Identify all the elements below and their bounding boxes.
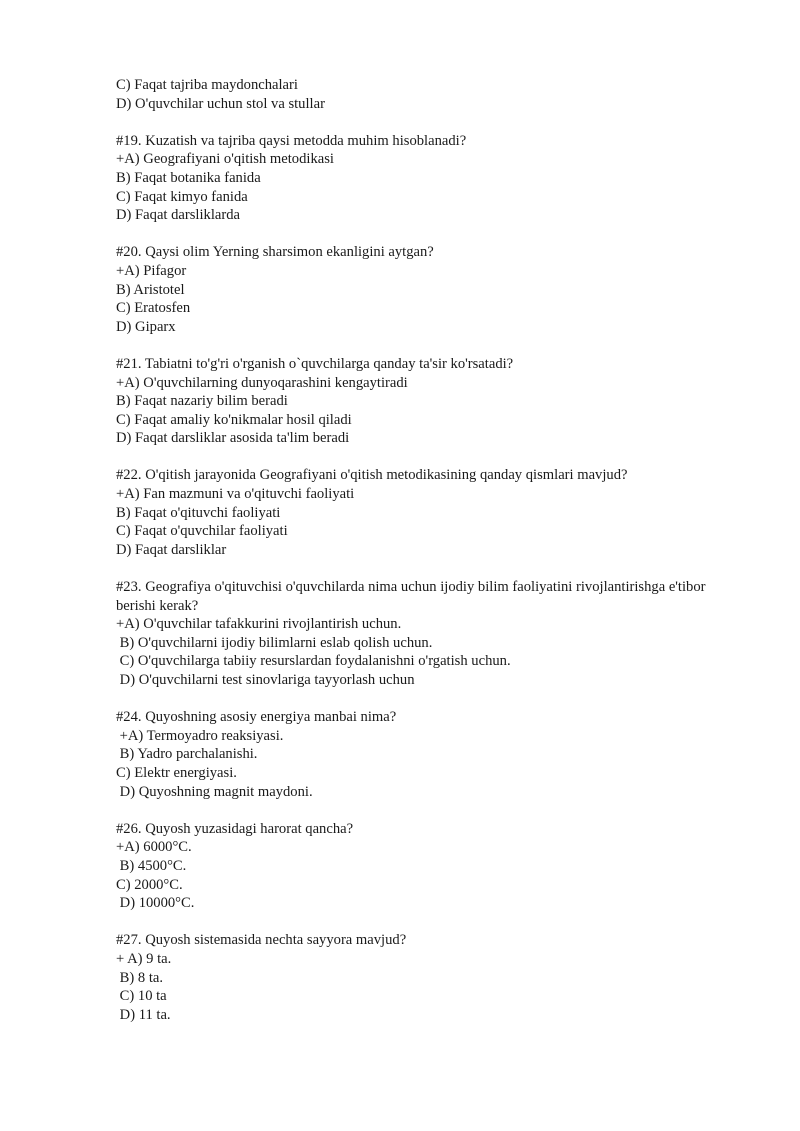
answer-option: B) Aristotel	[116, 281, 185, 298]
answer-option: D) O'quvchilarni test sinovlariga tayyorlash uchun	[116, 672, 415, 688]
answer-option: C) Elektr energiyasi.	[116, 764, 237, 781]
answer-option: C) 10 ta	[116, 988, 167, 1005]
question-block-24	[116, 708, 736, 801]
leading-options	[116, 76, 736, 113]
answer-option: D) O'quvchilar uchun stol va stullar	[116, 95, 325, 112]
answer-option: +A) Fan mazmuni va o'qituvchi faoliyati	[116, 486, 355, 503]
answer-option: B) Faqat botanika fanida	[116, 169, 261, 186]
answer-option: D) Faqat darsliklar	[116, 541, 227, 558]
answer-option: C) O'quvchilarga tabiiy resurslardan foydalanishni o'rgatish uchun.	[116, 653, 511, 670]
question-text: #22. O'qitish jarayonida Geografiyani o'qitish metodikasining qanday qismlari mavjud?	[116, 467, 628, 484]
answer-option: C) 2000°C.	[116, 876, 183, 893]
answer-option: B) Yadro parchalanishi.	[116, 746, 258, 763]
answer-option: D) 11 ta.	[116, 1006, 171, 1023]
answer-option: +A) Termoyadro reaksiyasi.	[116, 727, 284, 744]
answer-option: C) Faqat kimyo fanida	[116, 188, 248, 205]
answer-option: B) Faqat nazariy bilim beradi	[116, 393, 288, 410]
answer-option: +A) 6000°C.	[116, 839, 192, 856]
answer-option: D) Faqat darsliklar asosida ta'lim beradi	[116, 430, 350, 447]
answer-option: D) Faqat darsliklarda	[116, 207, 241, 224]
answer-option: B) Faqat o'qituvchi faoliyati	[116, 504, 281, 521]
answer-option: D) Giparx	[116, 318, 176, 335]
question-text: #21. Tabiatni to'g'ri o'rganish o`quvchilarga qanday ta'sir ko'rsatadi?	[116, 355, 514, 372]
question-text: #23. Geografiya o'qituvchisi o'quvchilarda nima uchun ijodiy bilim faoliyatini rivojlantirishga e'tibor berishi kerak?	[116, 579, 706, 614]
question-block-21	[116, 355, 736, 448]
answer-option: C) Faqat o'quvchilar faoliyati	[116, 523, 288, 540]
question-block-27	[116, 931, 736, 1024]
question-block-19	[116, 132, 736, 225]
question-text: #24. Quyoshning asosiy energiya manbai nima?	[116, 709, 397, 726]
answer-option: C) Faqat tajriba maydonchalari	[116, 77, 298, 93]
answer-option: B) 4500°C.	[116, 857, 187, 874]
question-block-22	[116, 466, 736, 559]
answer-option: + A) 9 ta.	[116, 950, 172, 967]
answer-option: B) 8 ta.	[116, 969, 164, 986]
question-text: #26. Quyosh yuzasidagi harorat qancha?	[116, 820, 354, 837]
answer-option: +A) Geografiyani o'qitish metodikasi	[116, 151, 334, 168]
document-content	[116, 76, 736, 1024]
answer-option: C) Faqat amaliy ko'nikmalar hosil qiladi	[116, 411, 352, 428]
answer-option: D) 10000°C.	[116, 895, 195, 912]
answer-option: +A) O'quvchilarning dunyoqarashini kengaytiradi	[116, 374, 408, 391]
answer-option: D) Quyoshning magnit maydoni.	[116, 783, 313, 800]
answer-option: +A) Pifagor	[116, 262, 187, 279]
question-block-20	[116, 243, 736, 336]
answer-option: B) O'quvchilarni ijodiy bilimlarni eslab qolish uchun.	[116, 634, 433, 651]
question-text: #27. Quyosh sistemasida nechta sayyora mavjud?	[116, 932, 407, 949]
answer-option: C) Eratosfen	[116, 300, 191, 317]
answer-option: +A) O'quvchilar tafakkurini rivojlantirish uchun.	[116, 616, 402, 633]
question-text: #19. Kuzatish va tajriba qaysi metodda muhim hisoblanadi?	[116, 132, 467, 149]
question-text: #20. Qaysi olim Yerning sharsimon ekanligini aytgan?	[116, 244, 434, 261]
question-block-23	[116, 578, 736, 690]
question-block-26	[116, 820, 736, 913]
